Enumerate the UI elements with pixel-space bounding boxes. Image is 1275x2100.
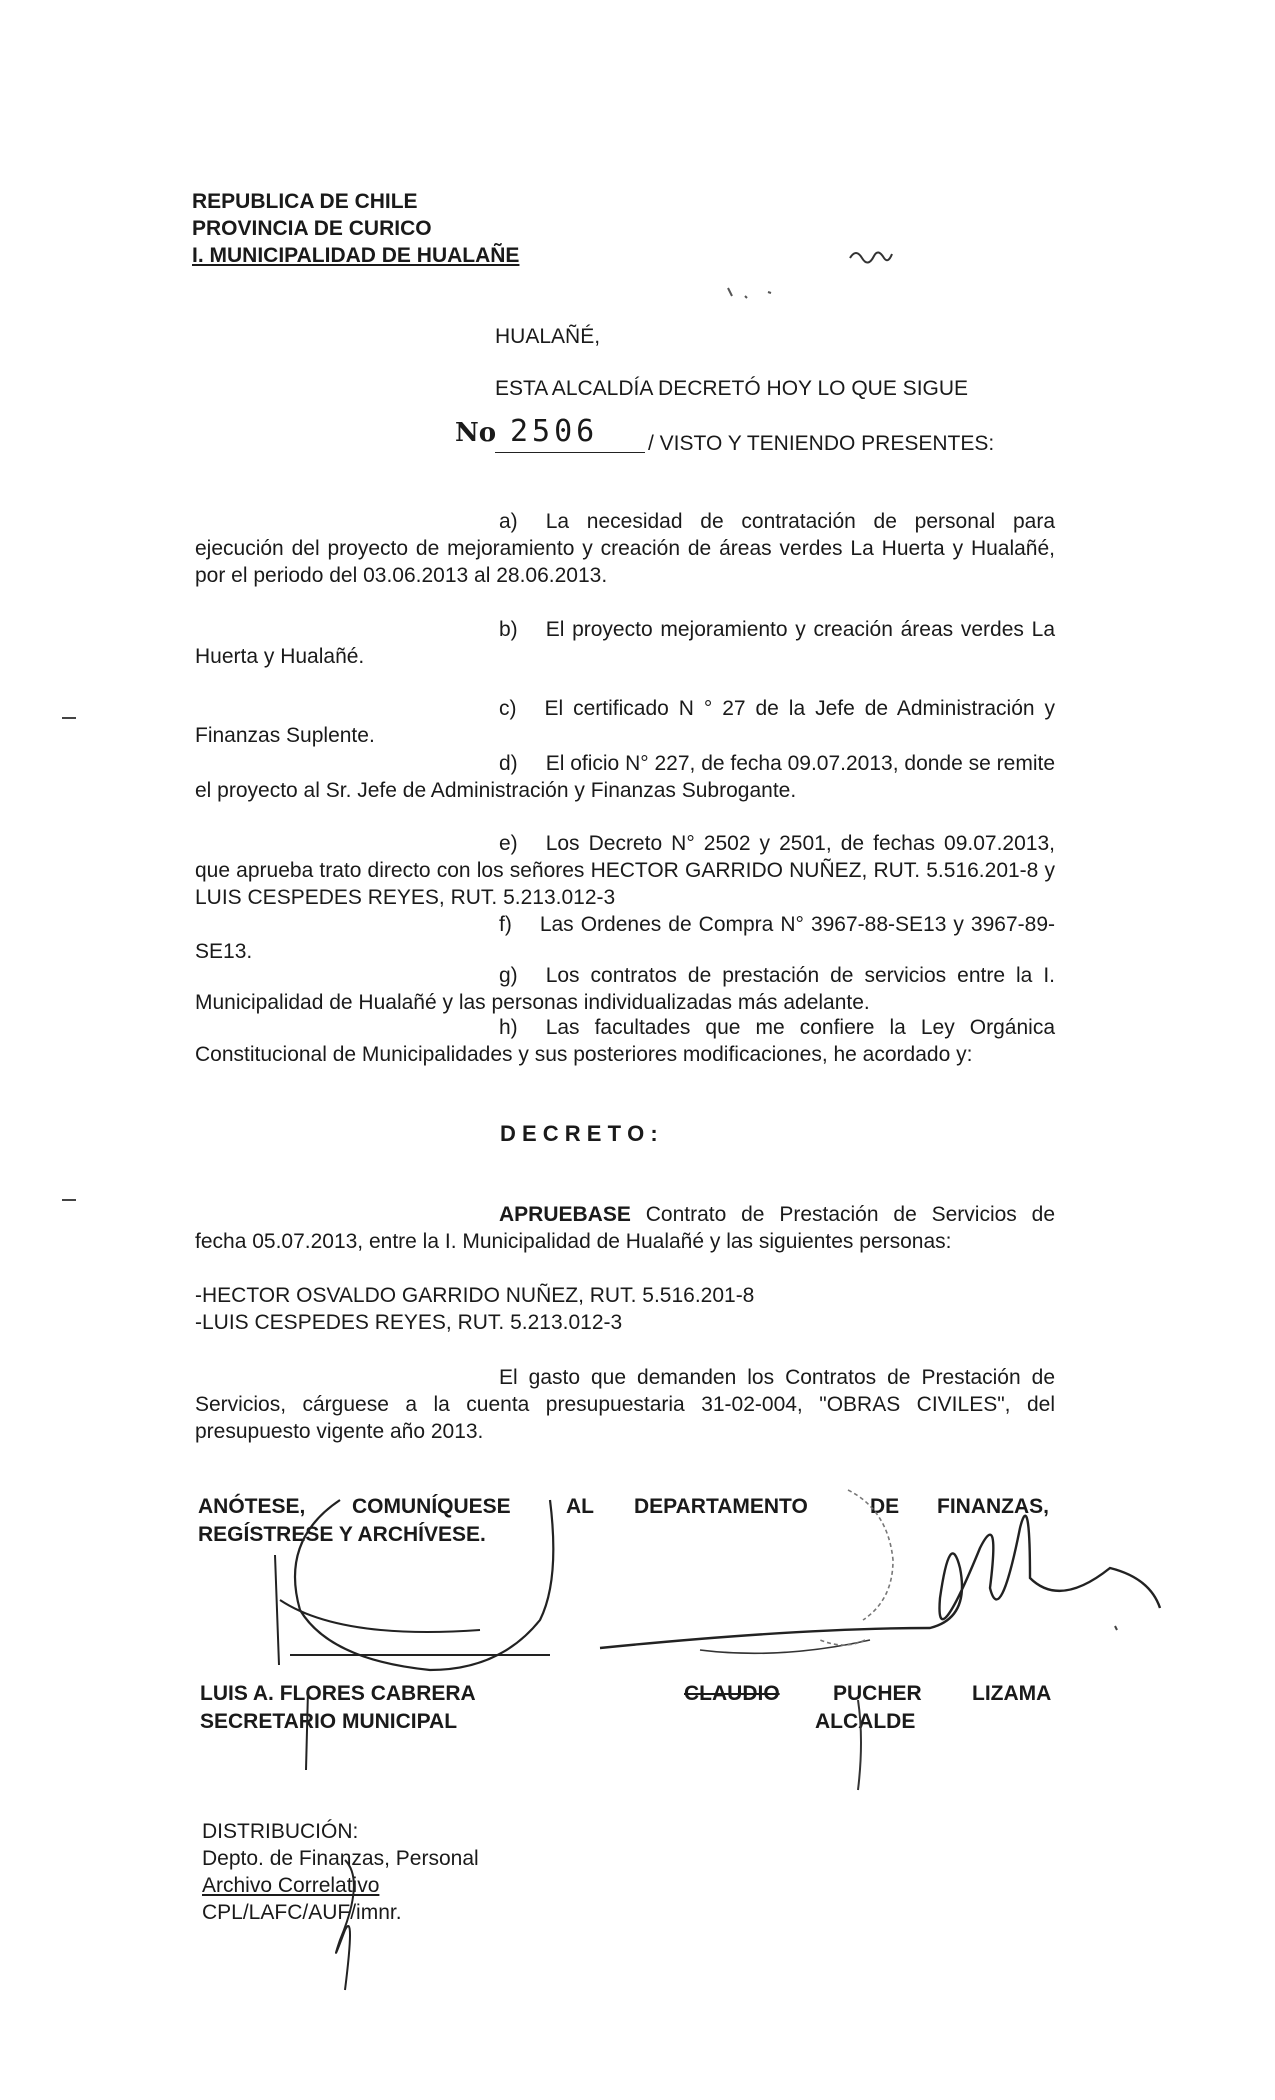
distribution-line: Depto. de Finanzas, Personal: [202, 1847, 479, 1870]
secretary-signature: [295, 1500, 553, 1670]
secretary-signature-tail: [306, 1690, 308, 1770]
place-label: HUALAÑÉ,: [495, 325, 601, 348]
consideration-letter: a): [499, 510, 518, 533]
apruebase-keyword: APRUEBASE: [499, 1203, 631, 1226]
consideration-text: El oficio N° 227, de fecha 09.07.2013, donde se remite el proyecto al Sr. Jefe de Administración y Finanzas Subrogante.: [195, 752, 1055, 802]
registrese-line: REGÍSTRESE Y ARCHÍVESE.: [198, 1523, 486, 1546]
consideration-text: Los contratos de prestación de servicios entre la I. Municipalidad de Hualañé y las personas individualizadas más adelante.: [195, 964, 1055, 1014]
consideration-text: Las Ordenes de Compra N° 3967-88-SE13 y 3967-89-SE13.: [195, 913, 1055, 963]
finanzas-word: FINANZAS,: [937, 1495, 1049, 1518]
mayor-signature: [600, 1516, 1160, 1648]
consideration-letter: g): [499, 964, 518, 987]
header-dots: [728, 288, 771, 298]
distribution-title: DISTRIBUCIÓN:: [202, 1820, 359, 1843]
consideration-text: El certificado N ° 27 de la Jefe de Administración y Finanzas Suplente.: [195, 697, 1055, 747]
mayor-title: ALCALDE: [815, 1710, 916, 1733]
al-word: AL: [566, 1495, 594, 1518]
gasto-paragraph: El gasto que demanden los Contratos de Prestación de Servicios, cárguese a la cuenta presupuestaria 31-02-004, "OBRAS CIVILES", del presupuesto vigente año 2013.: [195, 1366, 1055, 1443]
decreto-title: D E C R E T O :: [500, 1121, 658, 1146]
departamento-word: DEPARTAMENTO: [634, 1495, 808, 1518]
secretary-name: LUIS A. FLORES CABRERA: [200, 1682, 476, 1705]
comuniquese-word: COMUNÍQUESE: [352, 1495, 511, 1518]
mayor-name-first: CLAUDIO: [684, 1682, 780, 1705]
consideration-letter: f): [499, 913, 512, 936]
initials-signature: [336, 1860, 354, 1990]
consideration-text: Las facultades que me confiere la Ley Orgánica Constitucional de Municipalidades y sus posteriores modificaciones, he acordado y:: [195, 1016, 1055, 1066]
anotese-word: ANÓTESE,: [198, 1495, 306, 1518]
secretary-title: SECRETARIO MUNICIPAL: [200, 1710, 458, 1733]
alcalde-tail: [858, 1700, 861, 1790]
consideration-text: La necesidad de contratación de personal para ejecución del proyecto de mejoramiento y creación de áreas verdes La Huerta y Hualañé, por el periodo del 03.06.2013 al 28.06.2013.: [195, 510, 1055, 587]
decree-no-label: No: [455, 418, 497, 448]
letterhead-province: PROVINCIA DE CURICO: [192, 217, 432, 240]
consideration-text: Los Decreto N° 2502 y 2501, de fechas 09.07.2013, que aprueba trato directo con los señores HECTOR GARRIDO NUÑEZ, RUT. 5.516.201-8 y LUIS CESPEDES REYES, RUT. 5.213.012-3: [195, 832, 1055, 909]
margin-mark: [62, 718, 76, 1200]
mayor-name-middle: PUCHER: [833, 1682, 922, 1705]
person-item: -HECTOR OSVALDO GARRIDO NUÑEZ, RUT. 5.516.201-8: [195, 1284, 755, 1307]
consideration-letter: c): [499, 697, 517, 720]
consideration-letter: h): [499, 1016, 518, 1039]
header-scribble: [850, 252, 892, 262]
distribution-line: CPL/LAFC/AUF/imnr.: [202, 1901, 402, 1924]
letterhead-country: REPUBLICA DE CHILE: [192, 190, 418, 213]
letterhead-municipality: I. MUNICIPALIDAD DE HUALAÑE: [192, 244, 520, 267]
consideration-letter: d): [499, 752, 518, 775]
mayor-signature-underline: [700, 1640, 870, 1653]
consideration-text: El proyecto mejoramiento y creación áreas verdes La Huerta y Hualañé.: [195, 618, 1055, 668]
consideration-letter: e): [499, 832, 518, 855]
apruebase-text: Contrato de Prestación de Servicios de fecha 05.07.2013, entre la I. Municipalidad de Hualañé y las siguientes personas:: [195, 1203, 1055, 1253]
seal-stamp: [820, 1490, 893, 1645]
mayor-name-last: LIZAMA: [972, 1682, 1052, 1705]
edge-speck: [1115, 1626, 1117, 1630]
distribution-line: Archivo Correlativo: [202, 1874, 380, 1897]
intro-line: ESTA ALCALDÍA DECRETÓ HOY LO QUE SIGUE: [495, 377, 969, 400]
de-word: DE: [870, 1495, 900, 1518]
visto-text: / VISTO Y TENIENDO PRESENTES:: [648, 432, 995, 455]
person-item: -LUIS CESPEDES REYES, RUT. 5.213.012-3: [195, 1311, 623, 1334]
decree-number: 2506: [510, 414, 599, 449]
consideration-letter: b): [499, 618, 518, 641]
